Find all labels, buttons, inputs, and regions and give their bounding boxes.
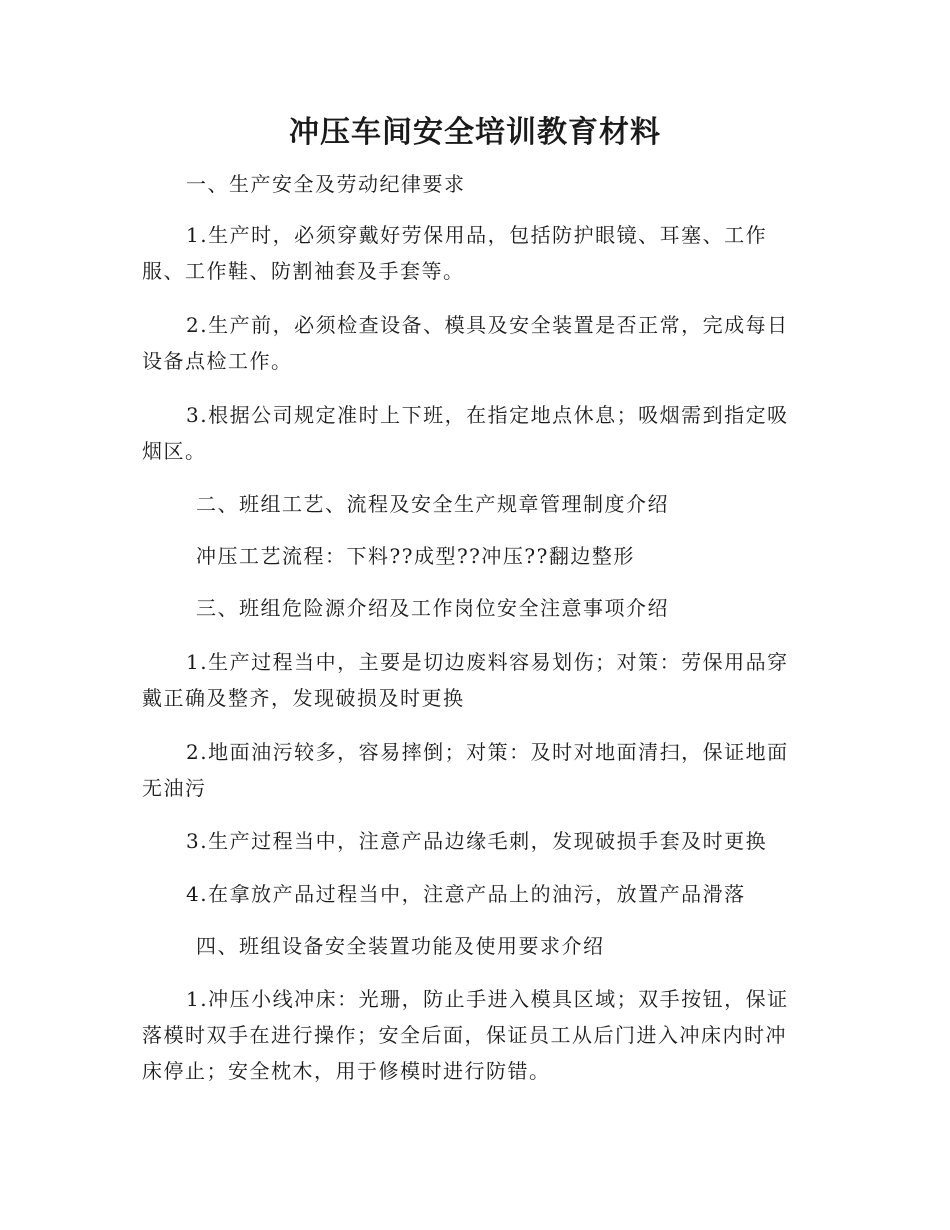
process-flow: 冲压工艺流程：下料??成型??冲压??翻边整形: [196, 544, 635, 568]
paragraph-line: 1.冲压小线冲床：光珊，防止手进入模具区域；双手按钮，保证: [186, 987, 789, 1011]
paragraph-line: 床停止；安全枕木，用于修模时进行防错。: [142, 1059, 551, 1083]
paragraph-line: 2.地面油污较多，容易摔倒；对策：及时对地面清扫，保证地面: [186, 740, 789, 764]
document-title: 冲压车间安全培训教育材料: [289, 115, 661, 150]
paragraph-line: 无油污: [142, 776, 207, 800]
section-heading-3: 三、班组危险源介绍及工作岗位安全注意事项介绍: [196, 596, 669, 620]
paragraph-line: 3.生产过程当中，注意产品边缘毛刺，发现破损手套及时更换: [186, 829, 768, 853]
paragraph-line: 1.生产时，必须穿戴好劳保用品，包括防护眼镜、耳塞、工作: [186, 223, 768, 247]
paragraph-line: 4.在拿放产品过程当中，注意产品上的油污，放置产品滑落: [186, 882, 746, 906]
paragraph-line: 服、工作鞋、防割袖套及手套等。: [142, 259, 465, 283]
paragraph-line: 1.生产过程当中，主要是切边废料容易划伤；对策：劳保用品穿: [186, 650, 789, 674]
paragraph-line: 2.生产前，必须检查设备、模具及安全装置是否正常，完成每日: [186, 313, 789, 337]
paragraph-line: 落模时双手在进行操作；安全后面，保证员工从后门进入冲床内时冲: [142, 1023, 787, 1047]
paragraph-line: 3.根据公司规定准时上下班，在指定地点休息；吸烟需到指定吸: [186, 403, 789, 427]
section-heading-2: 二、班组工艺、流程及安全生产规章管理制度介绍: [196, 492, 669, 516]
paragraph-line: 设备点检工作。: [142, 349, 293, 373]
section-heading-1: 一、生产安全及劳动纪律要求: [186, 172, 466, 196]
section-heading-4: 四、班组设备安全装置功能及使用要求介绍: [196, 934, 605, 958]
paragraph-line: 烟区。: [142, 439, 207, 463]
paragraph-line: 戴正确及整齐，发现破损及时更换: [142, 686, 465, 710]
